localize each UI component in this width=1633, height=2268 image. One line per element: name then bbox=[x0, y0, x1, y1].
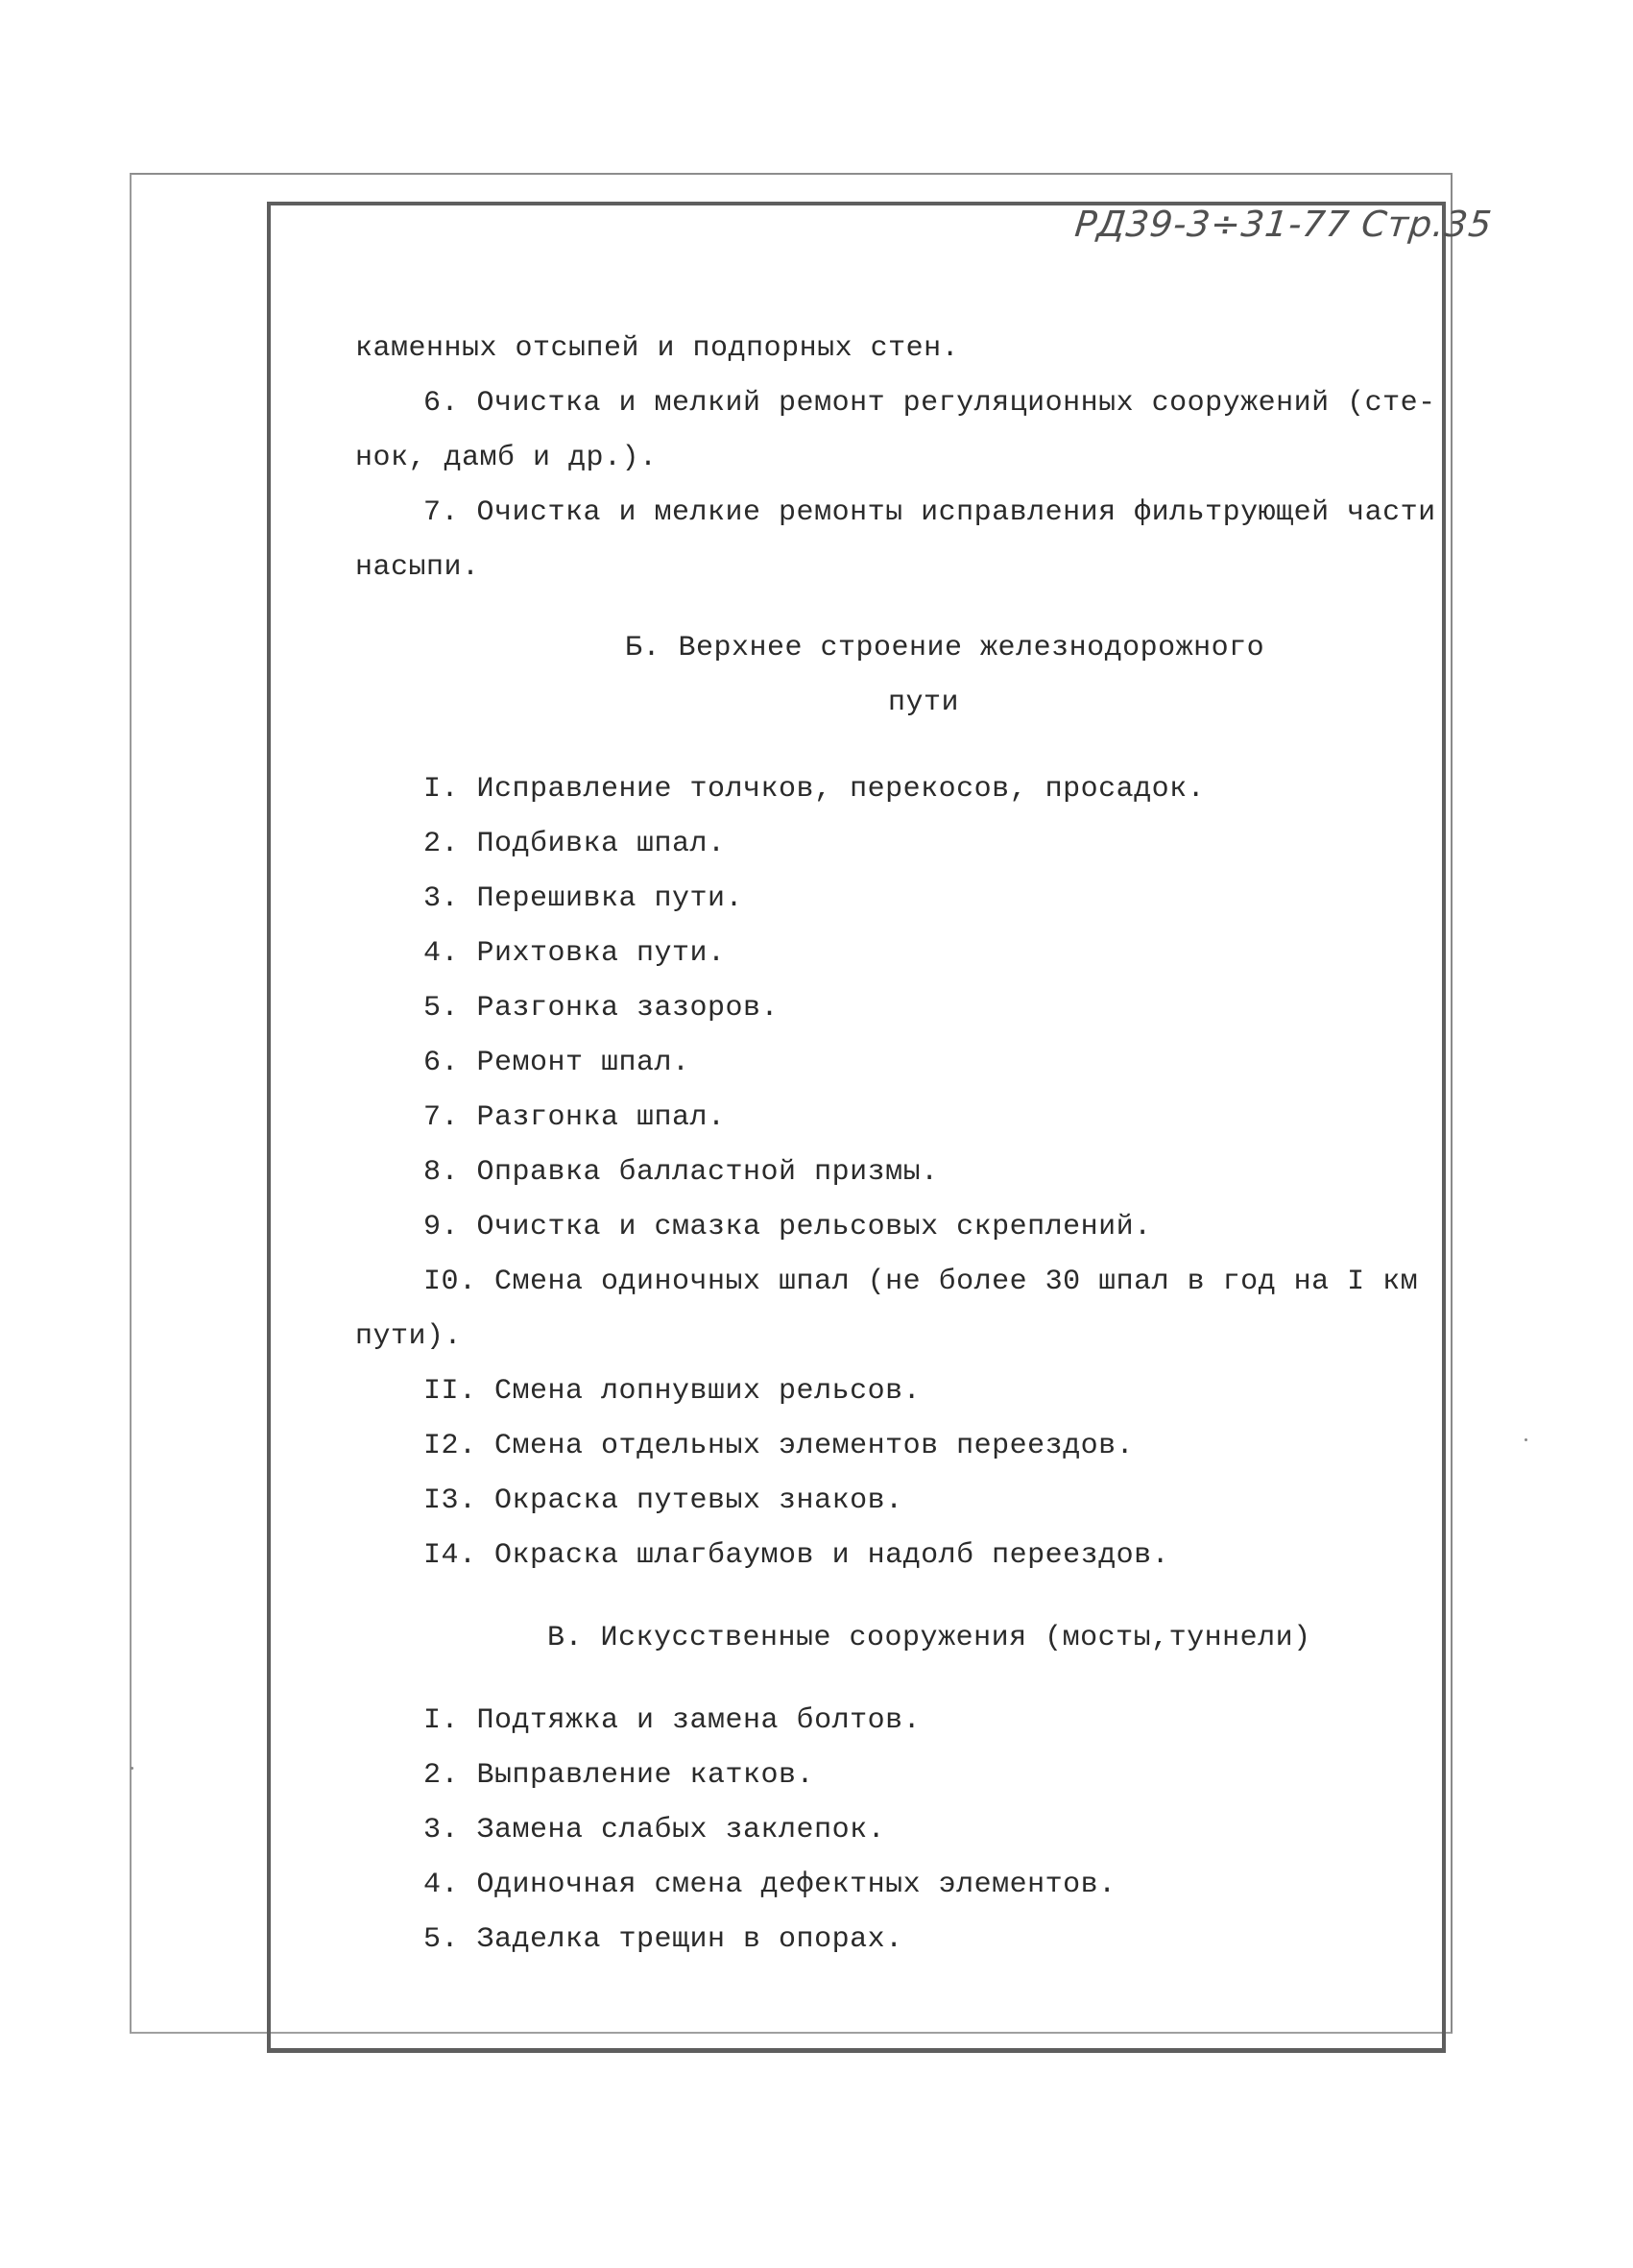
list-item: 3. Замена слабых заклепок. bbox=[423, 1814, 886, 1846]
list-item-6-line1: 6. Очистка и мелкий ремонт регуляционных сооружений (сте- bbox=[423, 387, 1436, 420]
list-item: I3. Окраска путевых знаков. bbox=[423, 1484, 903, 1517]
list-item: I4. Окраска шлагбаумов и надолб переездов. bbox=[423, 1539, 1170, 1572]
list-item: 8. Оправка балластной призмы. bbox=[423, 1156, 939, 1189]
list-item: 3. Перешивка пути. bbox=[423, 882, 744, 915]
list-item-7-line2: насыпи. bbox=[355, 551, 480, 584]
list-item: 4. Рихтовка пути. bbox=[423, 937, 726, 970]
text-line: каменных отсыпей и подпорных стен. bbox=[355, 332, 960, 365]
list-item-10-line1: I0. Смена одиночных шпал (не более 30 шпал в год на I км bbox=[423, 1266, 1419, 1298]
list-item: II. Смена лопнувших рельсов. bbox=[423, 1375, 922, 1408]
list-item: 6. Ремонт шпал. bbox=[423, 1047, 690, 1079]
list-item: 5. Заделка трещин в опорах. bbox=[423, 1923, 903, 1956]
list-item: 2. Подбивка шпал. bbox=[423, 828, 726, 860]
list-item: 2. Выправление катков. bbox=[423, 1759, 815, 1792]
section-b-heading-line2: пути bbox=[888, 687, 960, 719]
list-item: I. Подтяжка и замена болтов. bbox=[423, 1704, 922, 1737]
list-item-7-line1: 7. Очистка и мелкие ремонты исправления фильтрующей части bbox=[423, 496, 1436, 529]
scan-speck bbox=[131, 1767, 133, 1770]
list-item: 5. Разгонка зазоров. bbox=[423, 992, 780, 1025]
list-item: I. Исправление толчков, перекосов, просадок. bbox=[423, 773, 1206, 806]
list-item: 4. Одиночная смена дефектных элементов. bbox=[423, 1869, 1117, 1901]
section-c-heading: В. Искусственные сооружения (мосты,туннели) bbox=[547, 1622, 1311, 1654]
section-b-heading: Б. Верхнее строение железнодорожного bbox=[625, 632, 1265, 664]
document-code-stamp: РД39-3÷31-77 Стр.35 bbox=[1072, 204, 1495, 245]
list-item-6-line2: нок, дамб и др.). bbox=[355, 442, 658, 474]
list-item: 9. Очистка и смазка рельсовых скреплений. bbox=[423, 1211, 1152, 1243]
scan-speck bbox=[1525, 1438, 1527, 1441]
list-item-10-line2: пути). bbox=[355, 1320, 463, 1353]
list-item: I2. Смена отдельных элементов переездов. bbox=[423, 1430, 1135, 1462]
list-item: 7. Разгонка шпал. bbox=[423, 1101, 726, 1134]
